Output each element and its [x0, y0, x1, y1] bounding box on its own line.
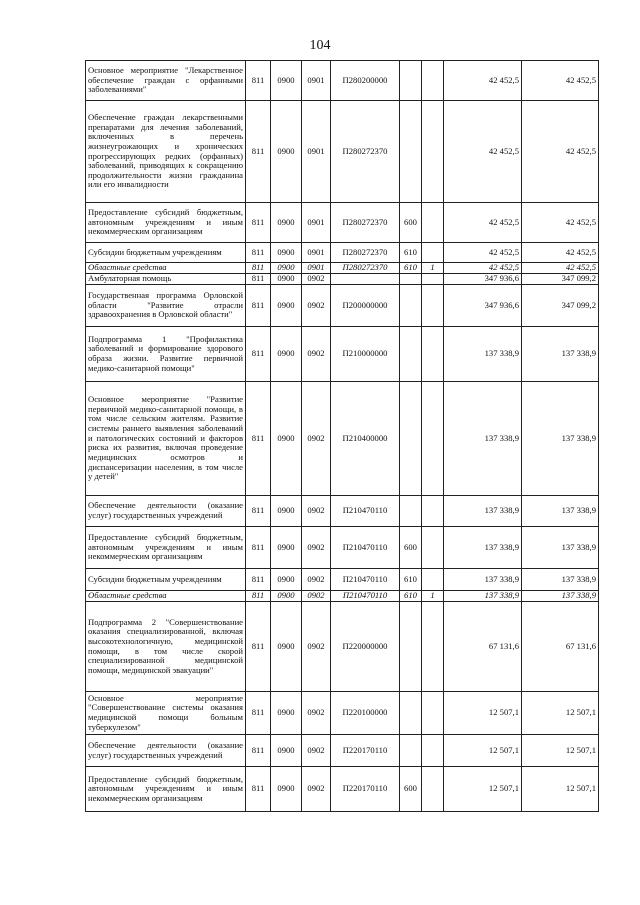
row-subsection-code: 0902 — [302, 327, 331, 382]
row-value-1: 347 936,6 — [444, 274, 522, 285]
row-target-code: П280272370 — [331, 203, 400, 243]
row-value-2: 137 338,9 — [522, 527, 599, 569]
row-target-code — [331, 274, 400, 285]
row-value-2: 137 338,9 — [522, 569, 599, 591]
row-admin-code: 811 — [246, 735, 271, 767]
row-admin-code: 811 — [246, 496, 271, 527]
row-admin-code: 811 — [246, 243, 271, 263]
row-expense-type: 600 — [400, 767, 422, 812]
row-value-1: 12 507,1 — [444, 767, 522, 812]
row-source-code — [422, 274, 444, 285]
table-row — [86, 101, 599, 203]
row-section-code: 0900 — [271, 692, 302, 735]
row-subsection-code: 0901 — [302, 101, 331, 203]
row-section-code: 0900 — [271, 527, 302, 569]
row-target-code: П210470110 — [331, 496, 400, 527]
row-expense-type — [400, 285, 422, 327]
row-name: Основное мероприятие "Развитие первичной медико-санитарной помощи, в том числе сельским жителям. Развитие системы раннего выявления заболеваний и патологических состояний и факторов риска их развития, включая проведение медицинских осмотров и диспансеризации населения, в том числе у детей" — [86, 382, 246, 496]
row-source-code — [422, 527, 444, 569]
row-expense-type: 610 — [400, 263, 422, 274]
row-value-2: 12 507,1 — [522, 767, 599, 812]
budget-table — [85, 60, 599, 812]
row-subsection-code: 0901 — [302, 61, 331, 101]
table-row — [86, 692, 599, 735]
row-name: Обеспечение деятельности (оказание услуг) государственных учреждений — [86, 496, 246, 527]
row-name: Подпрограмма 1 "Профилактика заболеваний и формирование здорового образа жизни. Развитие первичной медико-санитарной помощи" — [86, 327, 246, 382]
row-name: Государственная программа Орловской области "Развитие отрасли здравоохранения в Орловской области" — [86, 285, 246, 327]
row-section-code: 0900 — [271, 101, 302, 203]
row-section-code: 0900 — [271, 203, 302, 243]
row-section-code: 0900 — [271, 274, 302, 285]
table-row — [86, 527, 599, 569]
row-value-2: 42 452,5 — [522, 263, 599, 274]
row-admin-code: 811 — [246, 602, 271, 692]
row-source-code — [422, 101, 444, 203]
row-subsection-code: 0901 — [302, 263, 331, 274]
row-name: Областные средства — [86, 591, 246, 602]
row-admin-code: 811 — [246, 263, 271, 274]
row-admin-code: 811 — [246, 327, 271, 382]
table-row — [86, 243, 599, 263]
row-subsection-code: 0902 — [302, 767, 331, 812]
row-name: Субсидии бюджетным учреждениям — [86, 569, 246, 591]
row-name: Основное мероприятие "Лекарственное обеспечение граждан с орфанными заболеваниями" — [86, 61, 246, 101]
table-row — [86, 327, 599, 382]
row-section-code: 0900 — [271, 327, 302, 382]
row-admin-code: 811 — [246, 285, 271, 327]
row-admin-code: 811 — [246, 767, 271, 812]
row-target-code: П210000000 — [331, 327, 400, 382]
row-target-code: П200000000 — [331, 285, 400, 327]
row-source-code — [422, 569, 444, 591]
row-name: Обеспечение деятельности (оказание услуг) государственных учреждений — [86, 735, 246, 767]
row-target-code: П210470110 — [331, 527, 400, 569]
row-value-1: 67 131,6 — [444, 602, 522, 692]
row-source-code — [422, 61, 444, 101]
row-expense-type — [400, 602, 422, 692]
row-value-1: 137 338,9 — [444, 591, 522, 602]
row-admin-code: 811 — [246, 203, 271, 243]
row-source-code — [422, 692, 444, 735]
row-value-1: 137 338,9 — [444, 382, 522, 496]
row-expense-type: 610 — [400, 243, 422, 263]
row-name: Основное мероприятие "Совершенствование системы оказания медицинской помощи больным туберкулезом" — [86, 692, 246, 735]
row-section-code: 0900 — [271, 61, 302, 101]
row-section-code: 0900 — [271, 285, 302, 327]
row-subsection-code: 0902 — [302, 382, 331, 496]
row-source-code: 1 — [422, 263, 444, 274]
table-row — [86, 285, 599, 327]
row-admin-code: 811 — [246, 569, 271, 591]
row-expense-type: 610 — [400, 569, 422, 591]
row-value-1: 347 936,6 — [444, 285, 522, 327]
row-value-1: 12 507,1 — [444, 692, 522, 735]
row-admin-code: 811 — [246, 692, 271, 735]
table-row — [86, 602, 599, 692]
row-source-code — [422, 203, 444, 243]
table-row — [86, 767, 599, 812]
table-row — [86, 496, 599, 527]
row-admin-code: 811 — [246, 101, 271, 203]
row-expense-type — [400, 382, 422, 496]
row-section-code: 0900 — [271, 382, 302, 496]
row-section-code: 0900 — [271, 569, 302, 591]
row-admin-code: 811 — [246, 527, 271, 569]
row-name: Амбулаторная помощь — [86, 274, 246, 285]
row-expense-type — [400, 274, 422, 285]
row-target-code: П280200000 — [331, 61, 400, 101]
row-section-code: 0900 — [271, 767, 302, 812]
row-value-2: 137 338,9 — [522, 591, 599, 602]
row-target-code: П280272370 — [331, 243, 400, 263]
row-value-1: 137 338,9 — [444, 327, 522, 382]
row-value-1: 12 507,1 — [444, 735, 522, 767]
row-source-code — [422, 382, 444, 496]
table-row — [86, 569, 599, 591]
row-name: Областные средства — [86, 263, 246, 274]
row-admin-code: 811 — [246, 274, 271, 285]
page-number: 104 — [309, 38, 331, 53]
row-value-2: 137 338,9 — [522, 327, 599, 382]
row-expense-type: 600 — [400, 203, 422, 243]
row-target-code: П210400000 — [331, 382, 400, 496]
row-expense-type — [400, 692, 422, 735]
row-name: Обеспечение граждан лекарственными препаратами для лечения заболеваний, включенных в перечень жизнеугрожающих и хронических прогрессирующих редких (орфанных) заболеваний, приводящих к сокращению продолжительности жизни гражданина или его инвалидности — [86, 101, 246, 203]
row-admin-code: 811 — [246, 61, 271, 101]
row-name: Предоставление субсидий бюджетным, автономным учреждениям и иным некоммерческим организациям — [86, 203, 246, 243]
row-expense-type — [400, 735, 422, 767]
row-admin-code: 811 — [246, 591, 271, 602]
row-source-code — [422, 602, 444, 692]
row-source-code — [422, 767, 444, 812]
row-name: Предоставление субсидий бюджетным, автономным учреждениям и иным некоммерческим организациям — [86, 527, 246, 569]
row-target-code: П210470110 — [331, 569, 400, 591]
row-subsection-code: 0902 — [302, 285, 331, 327]
row-source-code — [422, 327, 444, 382]
row-section-code: 0900 — [271, 243, 302, 263]
row-value-2: 67 131,6 — [522, 602, 599, 692]
row-subsection-code: 0902 — [302, 274, 331, 285]
row-subsection-code: 0901 — [302, 203, 331, 243]
table-row — [86, 591, 599, 602]
row-value-1: 42 452,5 — [444, 263, 522, 274]
row-value-1: 42 452,5 — [444, 61, 522, 101]
row-target-code: П280272370 — [331, 263, 400, 274]
row-value-2: 347 099,2 — [522, 274, 599, 285]
row-expense-type — [400, 496, 422, 527]
row-target-code: П220000000 — [331, 602, 400, 692]
row-target-code: П220170110 — [331, 767, 400, 812]
row-value-1: 137 338,9 — [444, 569, 522, 591]
row-value-2: 12 507,1 — [522, 735, 599, 767]
table-row — [86, 203, 599, 243]
row-subsection-code: 0902 — [302, 602, 331, 692]
row-expense-type — [400, 61, 422, 101]
row-section-code: 0900 — [271, 263, 302, 274]
row-value-1: 42 452,5 — [444, 243, 522, 263]
row-subsection-code: 0902 — [302, 735, 331, 767]
row-target-code: П210470110 — [331, 591, 400, 602]
row-subsection-code: 0902 — [302, 692, 331, 735]
row-target-code: П220170110 — [331, 735, 400, 767]
table-row — [86, 61, 599, 101]
row-source-code — [422, 496, 444, 527]
row-target-code: П220100000 — [331, 692, 400, 735]
row-section-code: 0900 — [271, 496, 302, 527]
row-subsection-code: 0902 — [302, 527, 331, 569]
row-subsection-code: 0902 — [302, 591, 331, 602]
row-section-code: 0900 — [271, 735, 302, 767]
row-value-2: 137 338,9 — [522, 382, 599, 496]
row-value-1: 42 452,5 — [444, 101, 522, 203]
table-row — [86, 735, 599, 767]
row-value-1: 137 338,9 — [444, 496, 522, 527]
table-row — [86, 274, 599, 285]
row-admin-code: 811 — [246, 382, 271, 496]
table-row — [86, 382, 599, 496]
row-source-code — [422, 285, 444, 327]
row-expense-type — [400, 101, 422, 203]
row-expense-type — [400, 327, 422, 382]
row-value-2: 347 099,2 — [522, 285, 599, 327]
row-subsection-code: 0902 — [302, 496, 331, 527]
row-source-code — [422, 243, 444, 263]
row-value-1: 137 338,9 — [444, 527, 522, 569]
row-expense-type: 610 — [400, 591, 422, 602]
row-value-2: 42 452,5 — [522, 243, 599, 263]
row-source-code — [422, 735, 444, 767]
row-value-2: 42 452,5 — [522, 203, 599, 243]
row-subsection-code: 0902 — [302, 569, 331, 591]
row-value-2: 42 452,5 — [522, 101, 599, 203]
row-value-2: 42 452,5 — [522, 61, 599, 101]
row-name: Подпрограмма 2 "Совершенствование оказания специализированной, включая высокотехнологичную, медицинской помощи, в том числе скорой специализированной медицинской помощи, медицинской эвакуации" — [86, 602, 246, 692]
row-target-code: П280272370 — [331, 101, 400, 203]
row-expense-type: 600 — [400, 527, 422, 569]
row-name: Субсидии бюджетным учреждениям — [86, 243, 246, 263]
table-row — [86, 263, 599, 274]
row-name: Предоставление субсидий бюджетным, автономным учреждениям и иным некоммерческим организациям — [86, 767, 246, 812]
row-value-2: 12 507,1 — [522, 692, 599, 735]
row-value-2: 137 338,9 — [522, 496, 599, 527]
row-subsection-code: 0901 — [302, 243, 331, 263]
row-section-code: 0900 — [271, 602, 302, 692]
row-section-code: 0900 — [271, 591, 302, 602]
row-source-code: 1 — [422, 591, 444, 602]
row-value-1: 42 452,5 — [444, 203, 522, 243]
